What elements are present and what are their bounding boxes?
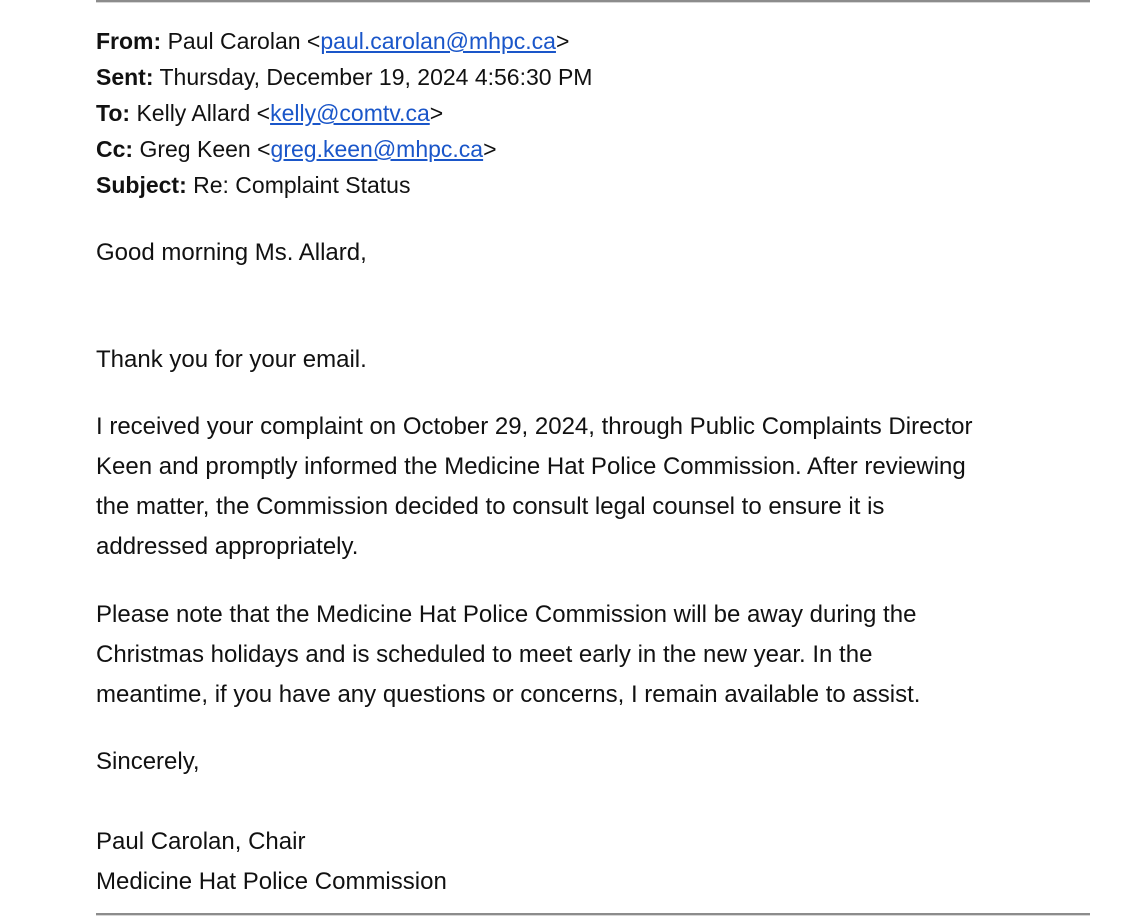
subject-value: Re: Complaint Status	[193, 172, 411, 198]
from-line: From: Paul Carolan <paul.carolan@mhpc.ca>	[96, 28, 570, 54]
bottom-divider	[96, 913, 1090, 916]
thanks-paragraph: Thank you for your email.	[96, 346, 367, 373]
subject-label: Subject:	[96, 172, 187, 198]
signature-name: Paul Carolan, Chair	[96, 828, 306, 855]
paragraph-line: Christmas holidays and is scheduled to meet early in the new year. In the	[96, 641, 873, 668]
cc-label: Cc:	[96, 136, 134, 162]
sent-label: Sent:	[96, 64, 154, 90]
to-email-link[interactable]: kelly@comtv.ca	[270, 100, 430, 126]
top-divider	[96, 0, 1090, 3]
email-header	[96, 23, 592, 203]
subject-line	[96, 167, 592, 203]
complaint-paragraph	[96, 407, 1096, 567]
to-name: Kelly Allard	[136, 100, 251, 126]
paragraph-line: the matter, the Commission decided to consult legal counsel to ensure it is	[96, 493, 885, 520]
signature-organization: Medicine Hat Police Commission	[96, 868, 447, 895]
to-label: To:	[96, 100, 131, 126]
from-email-link[interactable]: paul.carolan@mhpc.ca	[320, 28, 556, 54]
paragraph-line: addressed appropriately.	[96, 533, 359, 560]
cc-name: Greg Keen	[139, 136, 251, 162]
sent-line	[96, 59, 592, 95]
paragraph-line: Please note that the Medicine Hat Police Commission will be away during the	[96, 601, 917, 628]
greeting: Good morning Ms. Allard,	[96, 239, 367, 266]
holiday-paragraph	[96, 595, 1096, 715]
cc-email-link[interactable]: greg.keen@mhpc.ca	[270, 136, 484, 162]
from-name: Paul Carolan	[167, 28, 301, 54]
to-line: To: Kelly Allard <kelly@comtv.ca>	[96, 100, 444, 126]
paragraph-line: Keen and promptly informed the Medicine Hat Police Commission. After reviewing	[96, 453, 966, 480]
closing: Sincerely,	[96, 748, 200, 775]
sent-value: Thursday, December 19, 2024 4:56:30 PM	[159, 64, 593, 90]
paragraph-line: I received your complaint on October 29, 2024, through Public Complaints Director	[96, 413, 973, 440]
cc-line: Cc: Greg Keen <greg.keen@mhpc.ca>	[96, 136, 497, 162]
paragraph-line: meantime, if you have any questions or concerns, I remain available to assist.	[96, 681, 921, 708]
from-label: From:	[96, 28, 162, 54]
